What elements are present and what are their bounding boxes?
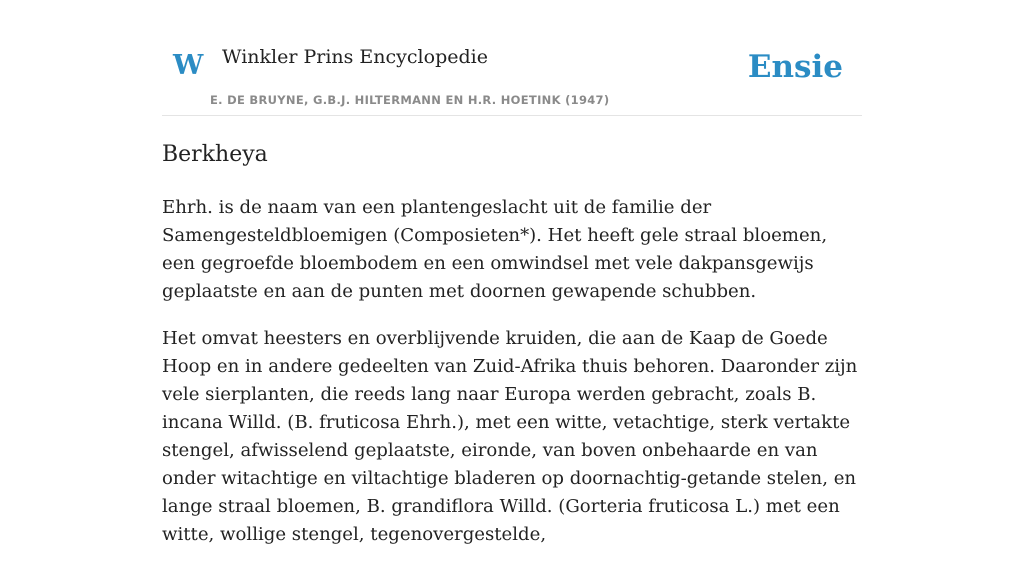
brand-logo[interactable]: Ensie [747,49,843,85]
source-header [162,0,862,116]
source-title[interactable]: Winkler Prins Encyclopedie [222,46,488,68]
source-logo[interactable]: W [173,50,204,81]
article-title: Berkheya [162,142,268,167]
source-authors: E. DE BRUYNE, G.B.J. HILTERMANN EN H.R. HOETINK (1947) [210,93,610,107]
article [162,138,864,568]
article-paragraph: Ehrh. is de naam van een plantengeslacht uit de familie der Samengesteldbloemigen (Composieten*). Het heeft gele straal bloemen, een gegroefde bloembodem en een omwindsel met vele dakpansgewijs geplaatste en aan de punten met doornen gewapende schubben. [162,197,828,302]
article-paragraph: Het omvat heesters en overblijvende kruiden, die aan de Kaap de Goede Hoop en in andere gedeelten van Zuid-Afrika thuis behoren. Daaronder zijn vele sierplanten, die reeds lang naar Europa werden gebracht, zoals B. incana Willd. (B. fruticosa Ehrh.), met een witte, vetachtige, sterk vertakte stengel, afwisselend geplaatste, eironde, van boven onbehaarde en van onder witachtige en viltachtige bladeren op doornachtig-getande stelen, en lange straal bloemen, B. grandiflora Willd. (Gorteria fruticosa L.) met een witte, wollige stengel, tegenovergestelde, [162,328,858,545]
